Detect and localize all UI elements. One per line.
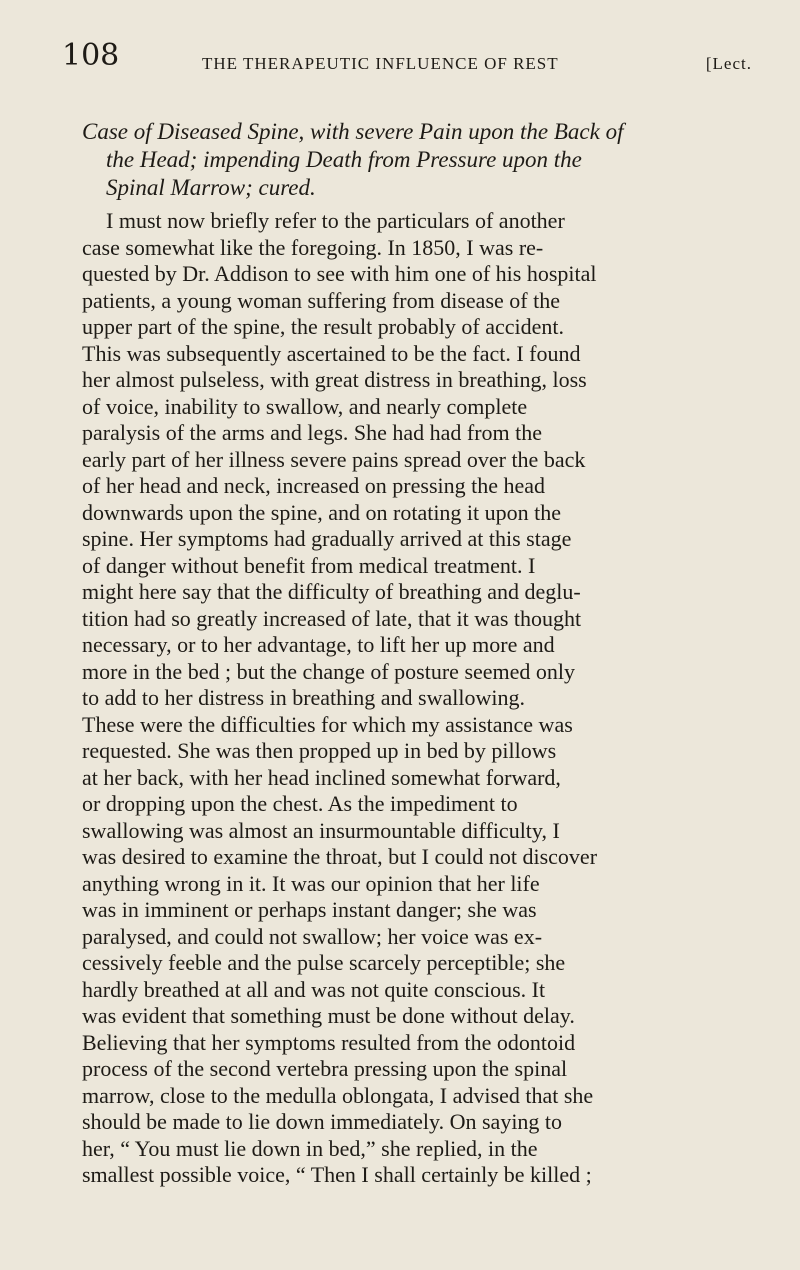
text-line: case somewhat like the foregoing. In 1850, I was re- [82,234,544,260]
text-line: of danger without benefit from medical treatment. I [82,552,536,578]
page-header [62,38,752,78]
text-line: should be made to lie down immediately. On saying to [82,1109,563,1134]
text-line: swallowing was almost an insurmountable difficulty, I [82,817,560,843]
text-line: of her head and neck, increased on pressing the head [82,473,546,498]
text-line: requested. She was then propped up in bed by pillows [82,738,557,763]
text-line: anything wrong in it. It was our opinion that her life [82,870,540,896]
text-line: early part of her illness severe pains spread over the back [82,446,586,472]
text-line: was desired to examine the throat, but I could not discover [82,844,598,869]
text-line: might here say that the difficulty of breathing and deglu- [82,579,581,604]
body-paragraph [82,208,752,1189]
text-line: upper part of the spine, the result probably of accident. [82,314,565,339]
text-line: hardly breathed at all and was not quite conscious. It [82,976,546,1002]
text-line: This was subsequently ascertained to be the fact. I found [82,340,581,366]
text-line: marrow, close to the medulla oblongata, I advised that she [82,1082,594,1108]
lecture-marker: [Lect. [705,54,752,73]
text-line: to add to her distress in breathing and swallowing. [82,685,525,710]
text-line: her, “ You must lie down in bed,” she replied, in the [82,1135,538,1161]
text-line: spine. Her symptoms had gradually arrived at this stage [82,526,572,551]
text-line: or dropping upon the chest. As the impediment to [82,791,518,816]
text-line: cessively feeble and the pulse scarcely perceptible; she [82,950,566,975]
text-line: These were the difficulties for which my assistance was [82,711,573,737]
text-line: patients, a young woman suffering from disease of the [82,287,560,313]
case-heading-line: the Head; impending Death from Pressure upon the [106,147,582,172]
text-line: paralysis of the arms and legs. She had had from the [82,420,543,445]
text-line: paralysed, and could not swallow; her voice was ex- [82,923,543,949]
text-line: tition had so greatly increased of late, that it was thought [82,605,582,631]
text-line: quested by Dr. Addison to see with him one of his hospital [82,261,597,286]
text-line: necessary, or to her advantage, to lift her up more and [82,632,555,657]
case-heading-line: Spinal Marrow; cured. [106,175,316,200]
text-line: process of the second vertebra pressing upon the spinal [82,1056,568,1081]
case-heading [82,118,732,202]
text-line: more in the bed ; but the change of posture seemed only [82,658,576,684]
text-line: at her back, with her head inclined somewhat forward, [82,764,561,790]
text-line: her almost pulseless, with great distress in breathing, loss [82,367,587,392]
page-number: 108 [62,38,120,73]
case-heading-line: Case of Diseased Spine, with severe Pain upon the Back of [82,119,624,144]
text-line: of voice, inability to swallow, and nearly complete [82,393,528,419]
text-line: downwards upon the spine, and on rotating it upon the [82,499,562,525]
text-line: smallest possible voice, “ Then I shall certainly be killed ; [82,1162,592,1187]
text-line: was in imminent or perhaps instant danger; she was [82,897,537,922]
text-line: was evident that something must be done without delay. [82,1003,575,1028]
text-line: I must now briefly refer to the particulars of another [106,208,565,233]
text-line: Believing that her symptoms resulted from the odontoid [82,1029,576,1055]
running-title: THE THERAPEUTIC INFLUENCE OF REST [202,54,559,73]
